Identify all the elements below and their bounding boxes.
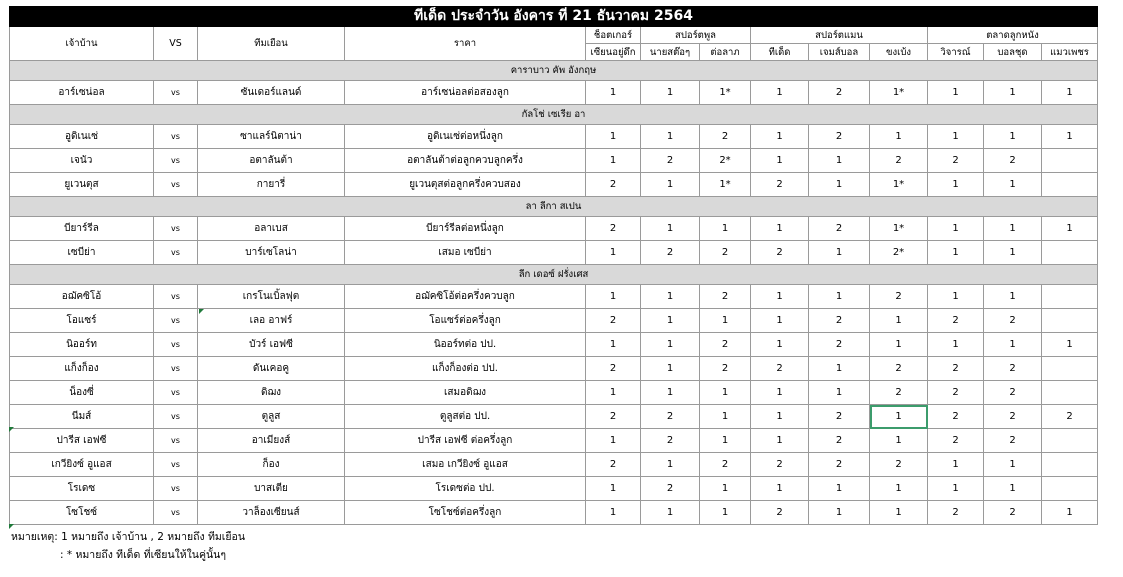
tip-cell[interactable]: 2 bbox=[870, 285, 928, 309]
tip-cell[interactable]: 2 bbox=[700, 125, 751, 149]
handicap-cell[interactable]: โอแซร์ต่อครึ่งลูก bbox=[345, 309, 586, 333]
home-team-cell[interactable]: แก็งก็อง bbox=[10, 357, 154, 381]
tip-cell[interactable]: 1 bbox=[700, 429, 751, 453]
tip-cell[interactable]: 1 bbox=[928, 217, 984, 241]
tip-cell[interactable]: 1 bbox=[586, 125, 641, 149]
away-team-cell[interactable]: เกรโนเบิ้ลฟุต bbox=[198, 285, 345, 309]
tip-cell[interactable]: 1 bbox=[641, 125, 700, 149]
tip-cell[interactable]: 2 bbox=[870, 357, 928, 381]
tip-cell[interactable]: 1 bbox=[809, 477, 870, 501]
tip-cell[interactable]: 1 bbox=[809, 285, 870, 309]
vs-cell[interactable]: vs bbox=[154, 357, 198, 381]
tip-cell[interactable]: 1 bbox=[870, 333, 928, 357]
header-tipster: ขงเบ้ง bbox=[870, 44, 928, 61]
tip-cell[interactable]: 2 bbox=[641, 405, 700, 429]
tip-cell[interactable]: 1 bbox=[586, 333, 641, 357]
away-team-cell[interactable]: อาเมียงส์ bbox=[198, 429, 345, 453]
tip-cell[interactable]: 1 bbox=[641, 285, 700, 309]
tip-cell[interactable]: 1* bbox=[870, 173, 928, 197]
tip-cell[interactable] bbox=[1042, 453, 1098, 477]
tip-cell[interactable]: 1 bbox=[751, 381, 809, 405]
vs-cell[interactable]: vs bbox=[154, 309, 198, 333]
tip-cell[interactable]: 1 bbox=[751, 217, 809, 241]
tip-cell[interactable]: 2 bbox=[984, 405, 1042, 429]
tip-cell[interactable]: 2 bbox=[809, 309, 870, 333]
away-team-cell[interactable]: ดิฌง bbox=[198, 381, 345, 405]
away-team-cell[interactable]: บัวร์ เอฟซี bbox=[198, 333, 345, 357]
tip-cell[interactable]: 2 bbox=[751, 501, 809, 525]
tip-cell[interactable]: 1 bbox=[641, 309, 700, 333]
tip-cell[interactable]: 1 bbox=[1042, 125, 1098, 149]
header-away: ทีมเยือน bbox=[198, 27, 345, 61]
tip-cell[interactable]: 2 bbox=[984, 429, 1042, 453]
away-team-cell[interactable]: ดันเคอคู bbox=[198, 357, 345, 381]
tip-cell[interactable]: 1 bbox=[751, 81, 809, 105]
tip-cell[interactable]: 1 bbox=[586, 501, 641, 525]
tip-cell[interactable]: 1 bbox=[984, 241, 1042, 265]
header-tipster: ต่อลาภ bbox=[700, 44, 751, 61]
league-row bbox=[10, 265, 1098, 285]
home-team-cell[interactable]: น็องซี่ bbox=[10, 381, 154, 405]
league-name[interactable]: ลีก เดอซ์ ฝรั่งเศส bbox=[10, 265, 1098, 285]
home-team-cell[interactable]: โซโชซ์ bbox=[10, 501, 154, 525]
home-team-cell[interactable]: เจนัว bbox=[10, 149, 154, 173]
tip-cell[interactable]: 1 bbox=[984, 81, 1042, 105]
tip-cell[interactable]: 2 bbox=[928, 149, 984, 173]
tip-cell[interactable]: 1 bbox=[700, 405, 751, 429]
tip-cell[interactable]: 2 bbox=[984, 381, 1042, 405]
handicap-cell[interactable]: อตาลันต้าต่อลูกควบลูกครึ่ง bbox=[345, 149, 586, 173]
away-team-cell[interactable]: อลาเบส bbox=[198, 217, 345, 241]
away-team-cell[interactable]: วาล็องเซียนส์ bbox=[198, 501, 345, 525]
tip-cell[interactable]: 1 bbox=[984, 453, 1042, 477]
tip-cell[interactable]: 2 bbox=[928, 429, 984, 453]
tip-cell[interactable]: 2 bbox=[700, 333, 751, 357]
vs-cell[interactable]: vs bbox=[154, 453, 198, 477]
league-name[interactable]: กัลโช่ เซเรีย อา bbox=[10, 105, 1098, 125]
handicap-cell[interactable]: อูดิเนเซ่ต่อหนึ่งลูก bbox=[345, 125, 586, 149]
tip-cell[interactable]: 2 bbox=[586, 309, 641, 333]
home-team-cell[interactable]: บียาร์รีล bbox=[10, 217, 154, 241]
tip-cell[interactable]: 2 bbox=[809, 405, 870, 429]
home-team-cell[interactable]: ยูเวนตุส bbox=[10, 173, 154, 197]
tip-cell[interactable]: 2 bbox=[586, 357, 641, 381]
tip-cell[interactable]: 2 bbox=[586, 217, 641, 241]
match-row bbox=[10, 241, 1098, 265]
tip-cell[interactable]: 2* bbox=[870, 241, 928, 265]
tip-cell[interactable]: 2 bbox=[700, 453, 751, 477]
header-group-shocker: ช็อตเกอร์ bbox=[586, 27, 641, 44]
away-team-cell[interactable]: ตูลูส bbox=[198, 405, 345, 429]
tip-cell[interactable] bbox=[1042, 381, 1098, 405]
league-row bbox=[10, 61, 1098, 81]
away-team-cell[interactable]: บาร์เซโลน่า bbox=[198, 241, 345, 265]
tip-cell[interactable]: 1 bbox=[870, 309, 928, 333]
tip-cell[interactable]: 2 bbox=[809, 453, 870, 477]
tip-cell[interactable]: 1 bbox=[751, 333, 809, 357]
tip-cell[interactable]: 1 bbox=[984, 477, 1042, 501]
tip-cell[interactable] bbox=[1042, 241, 1098, 265]
tip-cell[interactable]: 2 bbox=[751, 241, 809, 265]
tip-cell[interactable]: 2 bbox=[809, 81, 870, 105]
tip-cell[interactable] bbox=[1042, 173, 1098, 197]
tip-cell[interactable]: 1 bbox=[928, 173, 984, 197]
tip-cell[interactable]: 2 bbox=[870, 453, 928, 477]
match-row bbox=[10, 405, 1098, 429]
tip-cell[interactable]: 1 bbox=[586, 429, 641, 453]
tip-cell[interactable]: 1 bbox=[928, 285, 984, 309]
tip-cell[interactable]: 1 bbox=[641, 381, 700, 405]
tip-cell[interactable]: 1 bbox=[751, 285, 809, 309]
vs-cell[interactable]: vs bbox=[154, 501, 198, 525]
tip-cell[interactable]: 1 bbox=[1042, 333, 1098, 357]
vs-cell[interactable]: vs bbox=[154, 217, 198, 241]
tip-cell[interactable]: 1 bbox=[641, 357, 700, 381]
tip-cell[interactable]: 1 bbox=[870, 477, 928, 501]
match-row bbox=[10, 453, 1098, 477]
tip-cell[interactable]: 1 bbox=[700, 501, 751, 525]
home-team-cell[interactable]: เกวียิงซ์ อูแอส bbox=[10, 453, 154, 477]
match-row bbox=[10, 333, 1098, 357]
tip-cell[interactable]: 2 bbox=[809, 217, 870, 241]
tip-cell[interactable]: 2 bbox=[928, 357, 984, 381]
tip-cell[interactable]: 1 bbox=[809, 173, 870, 197]
header-group-sportman: สปอร์ตแมน bbox=[751, 27, 928, 44]
vs-cell[interactable]: vs bbox=[154, 381, 198, 405]
handicap-cell[interactable]: โรเดซต่อ ปป. bbox=[345, 477, 586, 501]
tip-cell[interactable]: 1 bbox=[928, 477, 984, 501]
tip-cell[interactable]: 1 bbox=[700, 381, 751, 405]
tip-cell[interactable]: 1 bbox=[809, 241, 870, 265]
tip-cell[interactable]: 2 bbox=[586, 405, 641, 429]
tip-cell[interactable]: 1 bbox=[751, 405, 809, 429]
tip-cell[interactable]: 1 bbox=[870, 125, 928, 149]
vs-cell[interactable]: vs bbox=[154, 477, 198, 501]
tip-cell[interactable]: 2 bbox=[641, 477, 700, 501]
match-row bbox=[10, 173, 1098, 197]
tip-cell[interactable]: 1 bbox=[586, 381, 641, 405]
tip-cell[interactable]: 1 bbox=[641, 333, 700, 357]
match-row bbox=[10, 149, 1098, 173]
header-home: เจ้าบ้าน bbox=[10, 27, 154, 61]
tip-cell[interactable]: 1 bbox=[1042, 81, 1098, 105]
handicap-cell[interactable]: บียาร์รีลต่อหนึ่งลูก bbox=[345, 217, 586, 241]
tip-cell[interactable]: 1 bbox=[928, 333, 984, 357]
handicap-cell[interactable]: โซโชซ์ต่อครึ่งลูก bbox=[345, 501, 586, 525]
tip-cell[interactable]: 1 bbox=[700, 217, 751, 241]
tip-cell[interactable]: 2 bbox=[984, 501, 1042, 525]
league-row bbox=[10, 105, 1098, 125]
vs-cell[interactable]: vs bbox=[154, 405, 198, 429]
league-name[interactable]: คาราบาว คัพ อังกฤษ bbox=[10, 61, 1098, 81]
match-row bbox=[10, 309, 1098, 333]
comment-marker-icon bbox=[9, 427, 14, 432]
tip-cell[interactable]: 1* bbox=[700, 173, 751, 197]
tip-cell[interactable] bbox=[1042, 429, 1098, 453]
home-team-cell[interactable]: อฌัคซิโอ้ bbox=[10, 285, 154, 309]
handicap-cell[interactable]: อฌัคซิโอ้ต่อครึ่งควบลูก bbox=[345, 285, 586, 309]
header-group-market: ตลาดลูกหนัง bbox=[928, 27, 1098, 44]
tip-cell[interactable]: 1 bbox=[641, 453, 700, 477]
home-team-cell[interactable]: นีมส์ bbox=[10, 405, 154, 429]
match-row bbox=[10, 217, 1098, 241]
tip-cell[interactable]: 2 bbox=[700, 241, 751, 265]
tip-cell[interactable]: 1 bbox=[751, 149, 809, 173]
vs-cell[interactable]: vs bbox=[154, 285, 198, 309]
tip-cell[interactable]: 1 bbox=[809, 149, 870, 173]
handicap-cell[interactable]: แก็งก็องต่อ ปป. bbox=[345, 357, 586, 381]
vs-cell[interactable]: vs bbox=[154, 241, 198, 265]
tip-cell[interactable]: 2 bbox=[809, 429, 870, 453]
tip-cell[interactable]: 1 bbox=[984, 217, 1042, 241]
tip-cell[interactable]: 1 bbox=[870, 501, 928, 525]
tip-cell[interactable]: 1 bbox=[984, 125, 1042, 149]
away-team-cell[interactable]: ซาแลร์นิตาน่า bbox=[198, 125, 345, 149]
tip-cell[interactable]: 2* bbox=[700, 149, 751, 173]
handicap-cell[interactable]: ตูลูสต่อ ปป. bbox=[345, 405, 586, 429]
tip-cell[interactable]: 2 bbox=[984, 357, 1042, 381]
tip-cell[interactable]: 1 bbox=[870, 405, 928, 429]
tip-cell[interactable]: 1 bbox=[928, 125, 984, 149]
header-tipster: วิจารณ์ bbox=[928, 44, 984, 61]
away-team-cell[interactable]: ซันเดอร์แลนด์ bbox=[198, 81, 345, 105]
handicap-cell[interactable]: อาร์เซน่อลต่อสองลูก bbox=[345, 81, 586, 105]
league-name[interactable]: ลา ลีกา สเปน bbox=[10, 197, 1098, 217]
away-team-cell[interactable]: เลอ อาฟร์ bbox=[198, 309, 345, 333]
note-line-1: หมายเหตุ: 1 หมายถึง เจ้าบ้าน , 2 หมายถึง ทีมเยือน bbox=[11, 531, 246, 543]
handicap-cell[interactable]: เสมอ เกวียิงซ์ อูแอส bbox=[345, 453, 586, 477]
handicap-cell[interactable]: ปารีส เอฟซี ต่อครึ่งลูก bbox=[345, 429, 586, 453]
tip-cell[interactable]: 2 bbox=[809, 333, 870, 357]
match-row bbox=[10, 125, 1098, 149]
tip-cell[interactable]: 1 bbox=[809, 501, 870, 525]
tip-cell[interactable]: 1 bbox=[751, 309, 809, 333]
tip-cell[interactable] bbox=[1042, 285, 1098, 309]
tip-cell[interactable]: 1 bbox=[586, 241, 641, 265]
home-team-cell[interactable]: เซบีย่า bbox=[10, 241, 154, 265]
tip-cell[interactable]: 1 bbox=[641, 217, 700, 241]
vs-cell[interactable]: vs bbox=[154, 333, 198, 357]
tip-cell[interactable]: 2 bbox=[928, 405, 984, 429]
tip-cell[interactable]: 1* bbox=[870, 217, 928, 241]
tip-cell[interactable]: 1 bbox=[928, 453, 984, 477]
tip-cell[interactable] bbox=[1042, 477, 1098, 501]
tip-cell[interactable]: 2 bbox=[984, 309, 1042, 333]
tip-cell[interactable]: 1* bbox=[870, 81, 928, 105]
home-team-cell[interactable]: อาร์เซน่อล bbox=[10, 81, 154, 105]
header-price: ราคา bbox=[345, 27, 586, 61]
tip-cell[interactable]: 2 bbox=[928, 501, 984, 525]
vs-cell[interactable]: vs bbox=[154, 125, 198, 149]
tip-cell[interactable]: 1 bbox=[586, 81, 641, 105]
tip-cell[interactable]: 1 bbox=[928, 241, 984, 265]
tips-table bbox=[9, 6, 1098, 525]
tip-cell[interactable]: 1 bbox=[1042, 501, 1098, 525]
tip-cell[interactable]: 2 bbox=[928, 309, 984, 333]
tip-cell[interactable]: 1 bbox=[870, 429, 928, 453]
tip-cell[interactable]: 1 bbox=[641, 501, 700, 525]
tip-cell[interactable]: 2 bbox=[586, 453, 641, 477]
header-tipster: แมวเพชร bbox=[1042, 44, 1098, 61]
match-row bbox=[10, 381, 1098, 405]
handicap-cell[interactable]: เสมอดิฌง bbox=[345, 381, 586, 405]
home-team-cell[interactable]: อูดิเนเซ่ bbox=[10, 125, 154, 149]
tip-cell[interactable]: 2 bbox=[870, 381, 928, 405]
tip-cell[interactable]: 1 bbox=[641, 81, 700, 105]
tip-cell[interactable]: 2 bbox=[751, 453, 809, 477]
away-team-cell[interactable]: บาสเตีย bbox=[198, 477, 345, 501]
header-tipster: ทีเด็ด bbox=[751, 44, 809, 61]
tip-cell[interactable]: 1 bbox=[751, 125, 809, 149]
tip-cell[interactable]: 2 bbox=[809, 125, 870, 149]
tip-cell[interactable]: 1 bbox=[700, 309, 751, 333]
tip-cell[interactable]: 2 bbox=[870, 149, 928, 173]
home-team-cell[interactable]: โอแซร์ bbox=[10, 309, 154, 333]
vs-cell[interactable]: vs bbox=[154, 149, 198, 173]
tip-cell[interactable]: 2 bbox=[751, 357, 809, 381]
tip-cell[interactable]: 2 bbox=[641, 429, 700, 453]
header-tipster: เจมส์บอล bbox=[809, 44, 870, 61]
tip-cell[interactable]: 1 bbox=[700, 477, 751, 501]
tip-cell[interactable]: 2 bbox=[641, 241, 700, 265]
match-row bbox=[10, 477, 1098, 501]
tip-cell[interactable]: 2 bbox=[751, 173, 809, 197]
away-team-cell[interactable]: อตาลันต้า bbox=[198, 149, 345, 173]
tip-cell[interactable] bbox=[1042, 309, 1098, 333]
vs-cell[interactable]: vs bbox=[154, 81, 198, 105]
tip-cell[interactable]: 1 bbox=[586, 285, 641, 309]
tip-cell[interactable]: 2 bbox=[641, 149, 700, 173]
tip-cell[interactable] bbox=[1042, 149, 1098, 173]
match-row bbox=[10, 501, 1098, 525]
match-row bbox=[10, 357, 1098, 381]
tip-cell[interactable]: 1 bbox=[809, 357, 870, 381]
tip-cell[interactable]: 2 bbox=[700, 357, 751, 381]
comment-marker-icon bbox=[199, 309, 204, 314]
handicap-cell[interactable]: ยูเวนตุสต่อลูกครึ่งควบสอง bbox=[345, 173, 586, 197]
tip-cell[interactable]: 2 bbox=[928, 381, 984, 405]
note-line-2: : * หมายถึง ทีเด็ด ที่เซียนให้ในคู่นั้นๆ bbox=[60, 549, 227, 561]
tip-cell[interactable]: 1 bbox=[984, 333, 1042, 357]
tip-cell[interactable]: 1 bbox=[984, 285, 1042, 309]
header-group-sportpool: สปอร์ตพูล bbox=[641, 27, 751, 44]
header-tipster: นายสต๊อๆ bbox=[641, 44, 700, 61]
home-team-cell[interactable]: นิออร์ท bbox=[10, 333, 154, 357]
match-row bbox=[10, 81, 1098, 105]
league-row bbox=[10, 197, 1098, 217]
tip-cell[interactable]: 1 bbox=[586, 477, 641, 501]
tip-cell[interactable]: 1 bbox=[586, 149, 641, 173]
tip-cell[interactable]: 2 bbox=[700, 285, 751, 309]
page-title: ทีเด็ด ประจำวัน อังคาร ที่ 21 ธันวาคม 2564 bbox=[10, 7, 1098, 27]
vs-cell[interactable]: vs bbox=[154, 429, 198, 453]
tip-cell[interactable]: 1 bbox=[1042, 217, 1098, 241]
tip-cell[interactable]: 1 bbox=[809, 381, 870, 405]
tip-cell[interactable]: 2 bbox=[984, 149, 1042, 173]
match-row bbox=[10, 285, 1098, 309]
away-team-cell[interactable]: กายารี่ bbox=[198, 173, 345, 197]
handicap-cell[interactable]: เสมอ เซบีย่า bbox=[345, 241, 586, 265]
header-tipster: เซียนอยู่ดึก bbox=[586, 44, 641, 61]
tip-cell[interactable]: 1* bbox=[700, 81, 751, 105]
tip-cell[interactable]: 2 bbox=[1042, 405, 1098, 429]
header-tipster: บอลชุด bbox=[984, 44, 1042, 61]
tip-cell[interactable]: 1 bbox=[641, 173, 700, 197]
tip-cell[interactable]: 1 bbox=[984, 173, 1042, 197]
tip-cell[interactable]: 1 bbox=[928, 81, 984, 105]
tip-cell[interactable]: 2 bbox=[586, 173, 641, 197]
header-vs: VS bbox=[154, 27, 198, 61]
home-team-cell[interactable]: ปารีส เอฟซี bbox=[10, 429, 154, 453]
match-row bbox=[10, 429, 1098, 453]
home-team-cell[interactable]: โรเดซ bbox=[10, 477, 154, 501]
tip-cell[interactable]: 1 bbox=[751, 429, 809, 453]
tip-cell[interactable]: 1 bbox=[751, 477, 809, 501]
handicap-cell[interactable]: นิออร์ทต่อ ปป. bbox=[345, 333, 586, 357]
away-team-cell[interactable]: ก็อง bbox=[198, 453, 345, 477]
tip-cell[interactable] bbox=[1042, 357, 1098, 381]
vs-cell[interactable]: vs bbox=[154, 173, 198, 197]
